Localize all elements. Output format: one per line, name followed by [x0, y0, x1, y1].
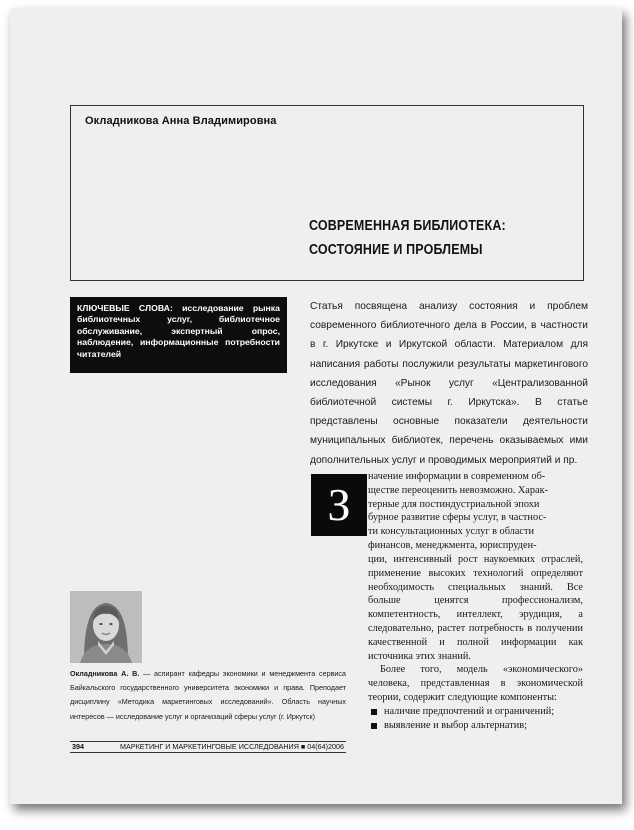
- article-title-line-1: СОВРЕМЕННАЯ БИБЛИОТЕКА:: [309, 218, 506, 234]
- article-title-line-2: СОСТОЯНИЕ И ПРОБЛЕМЫ: [309, 242, 483, 258]
- page-footer: [70, 741, 346, 753]
- keywords-box: КЛЮЧЕВЫЕ СЛОВА: исследование рынка библиотечных услуг, библиотечное обслуживание, экспертный опрос, наблюдение, информационные потребности читателей: [70, 297, 287, 373]
- author-bio: [70, 667, 346, 724]
- body-text-beside-dropcap: [368, 470, 583, 553]
- body-line: ти консультационных услуг в области: [368, 526, 534, 538]
- journal-page: [10, 8, 622, 804]
- component-list: [368, 705, 583, 733]
- portrait-image: [70, 591, 142, 663]
- drop-cap: З: [311, 474, 367, 536]
- page-number: 394: [72, 742, 84, 751]
- body-line: бурное развитие сферы услуг, в частнос-: [368, 512, 547, 524]
- author-name: Окладникова Анна Владимировна: [85, 115, 277, 127]
- body-paragraph-1: ции, интенсивный рост наукоемких отраслей, применение высоких технологий определяют необходимость специальных знаний. Все больше ценятся профессионализм, компетентность, интеллект, эрудиция, а следовательно, растет потребность в получении качественной и полной информации как источника этих знаний.: [368, 554, 583, 662]
- author-photo: [70, 591, 142, 663]
- journal-name: МАРКЕТИНГ И МАРКЕТИНГОВЫЕ ИССЛЕДОВАНИЯ ■ 04(64)2006: [120, 742, 344, 751]
- body-line: терные для постиндустриальной эпохи: [368, 498, 540, 510]
- body-text-main: [368, 553, 583, 732]
- body-line: ществе переоценить невозможно. Харак-: [368, 484, 549, 496]
- bio-text: — аспирант кафедры экономики и менеджмента сервиса Байкальского государственного университета экономики и права. Преподает дисциплину «Методика маркетинговых исследований». Область научных интересов — исследование услуг и организаций сферы услуг (г. Иркутск): [70, 669, 346, 721]
- body-line: финансов, менеджмента, юриспруден-: [368, 539, 537, 551]
- list-item: наличие предпочтений и ограничений;: [368, 705, 583, 719]
- body-paragraph-2: Более того, модель «экономического» человека, представленная в экономической теории, содержит следующие компоненты:: [368, 664, 583, 703]
- bio-name: Окладникова А. В.: [70, 669, 140, 678]
- list-item: выявление и выбор альтернатив;: [368, 719, 583, 733]
- article-title: [309, 214, 541, 262]
- article-header-box: [70, 105, 584, 281]
- body-line: начение информации в современном об-: [368, 471, 546, 482]
- article-abstract: Статья посвящена анализу состояния и проблем современного библиотечного дела в России, в частности в г. Иркутске и Иркутской области. Материалом для написания работы послужили результаты маркетингового исследования «Рынок услуг «Централизованной библиотечной системы г. Иркутска». В статье представлены основные показатели деятельности муниципальных библиотек, перечень оказываемых ими дополнительных услуг и проводимых мероприятий и пр.: [310, 301, 588, 466]
